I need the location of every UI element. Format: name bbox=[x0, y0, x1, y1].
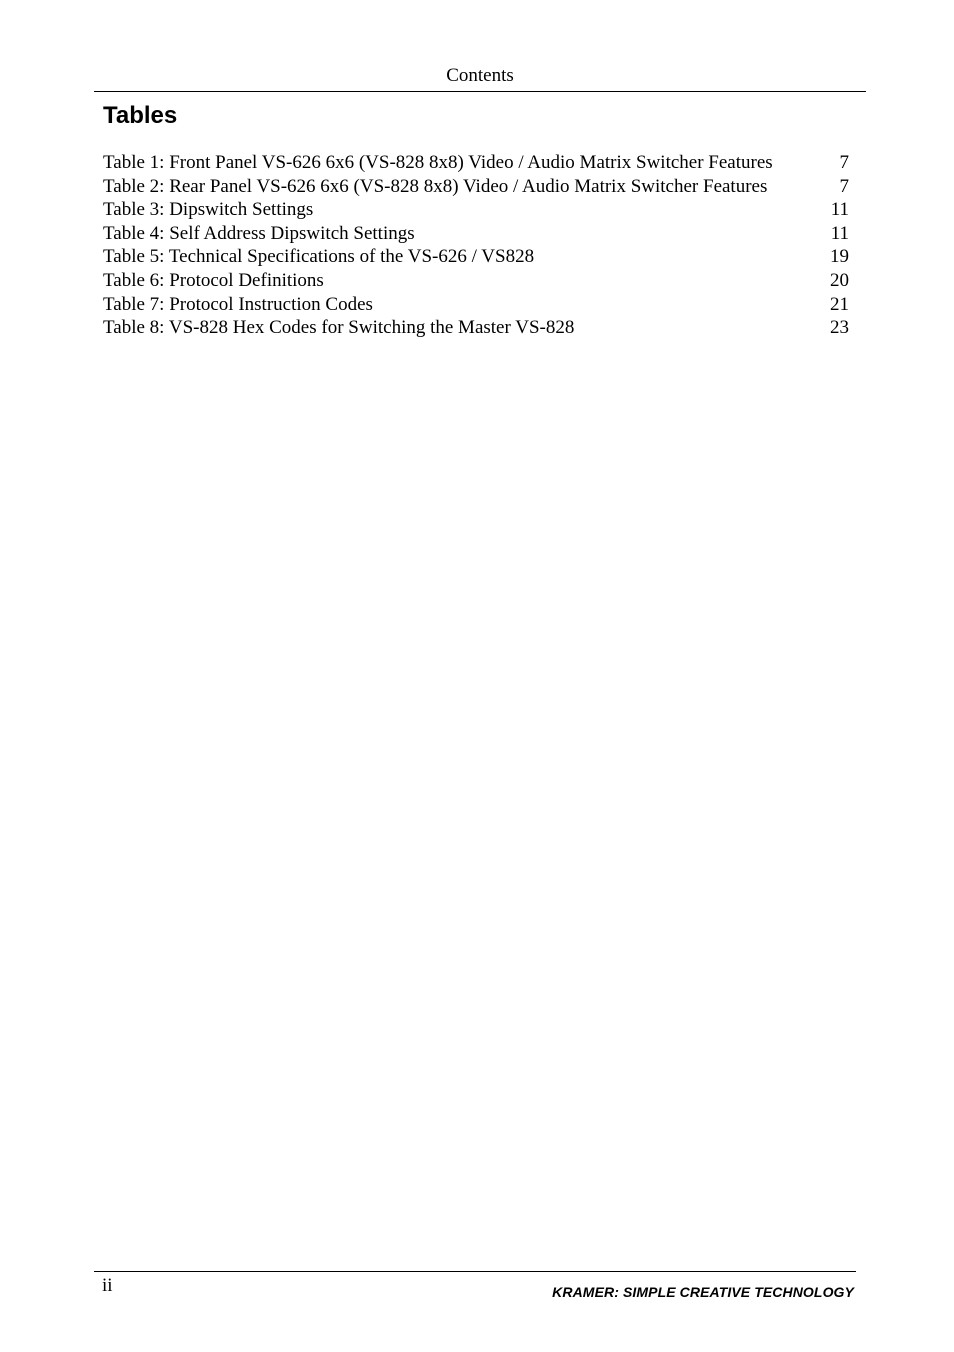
toc-entry[interactable] bbox=[103, 245, 849, 269]
table-of-tables bbox=[103, 151, 849, 340]
toc-entry[interactable] bbox=[103, 151, 849, 175]
toc-entry-title: Table 2: Rear Panel VS-626 6x6 (VS-828 8x8) Video / Audio Matrix Switcher Features bbox=[103, 175, 768, 197]
toc-entry-page: 7 bbox=[839, 175, 849, 197]
toc-entry-title: Table 5: Technical Specifications of the VS-626 / VS828 bbox=[103, 246, 535, 268]
toc-entry[interactable] bbox=[103, 293, 849, 317]
toc-entry-page: 23 bbox=[830, 317, 849, 339]
toc-entry[interactable] bbox=[103, 269, 849, 293]
toc-entry-title: Table 7: Protocol Instruction Codes bbox=[103, 293, 373, 315]
header-title: Contents bbox=[446, 65, 514, 86]
toc-entry-page: 11 bbox=[830, 222, 849, 244]
page-footer bbox=[94, 1271, 856, 1312]
toc-entry-page: 11 bbox=[830, 199, 849, 221]
toc-entry-page: 19 bbox=[830, 246, 849, 268]
toc-entry-page: 7 bbox=[839, 152, 849, 173]
toc-entry[interactable] bbox=[103, 222, 849, 246]
footer-brand: KRAMER: SIMPLE CREATIVE TECHNOLOGY bbox=[552, 1284, 854, 1300]
toc-entry-title: Table 1: Front Panel VS-626 6x6 (VS-828 8x8) Video / Audio Matrix Switcher Features bbox=[103, 152, 773, 173]
section-heading: Tables bbox=[103, 102, 178, 129]
toc-entry-title: Table 8: VS-828 Hex Codes for Switching the Master VS-828 bbox=[103, 317, 575, 339]
toc-entry-title: Table 6: Protocol Definitions bbox=[103, 269, 324, 291]
toc-entry-title: Table 4: Self Address Dipswitch Settings bbox=[103, 222, 415, 244]
footer-page-number: ii bbox=[102, 1275, 113, 1296]
toc-entry[interactable] bbox=[103, 198, 849, 222]
toc-entry[interactable] bbox=[103, 175, 849, 199]
toc-entry-page: 21 bbox=[830, 293, 849, 315]
toc-entry[interactable] bbox=[103, 316, 849, 340]
page-header bbox=[94, 64, 866, 92]
toc-entry-page: 20 bbox=[830, 269, 849, 291]
toc-entry-title: Table 3: Dipswitch Settings bbox=[103, 199, 314, 221]
